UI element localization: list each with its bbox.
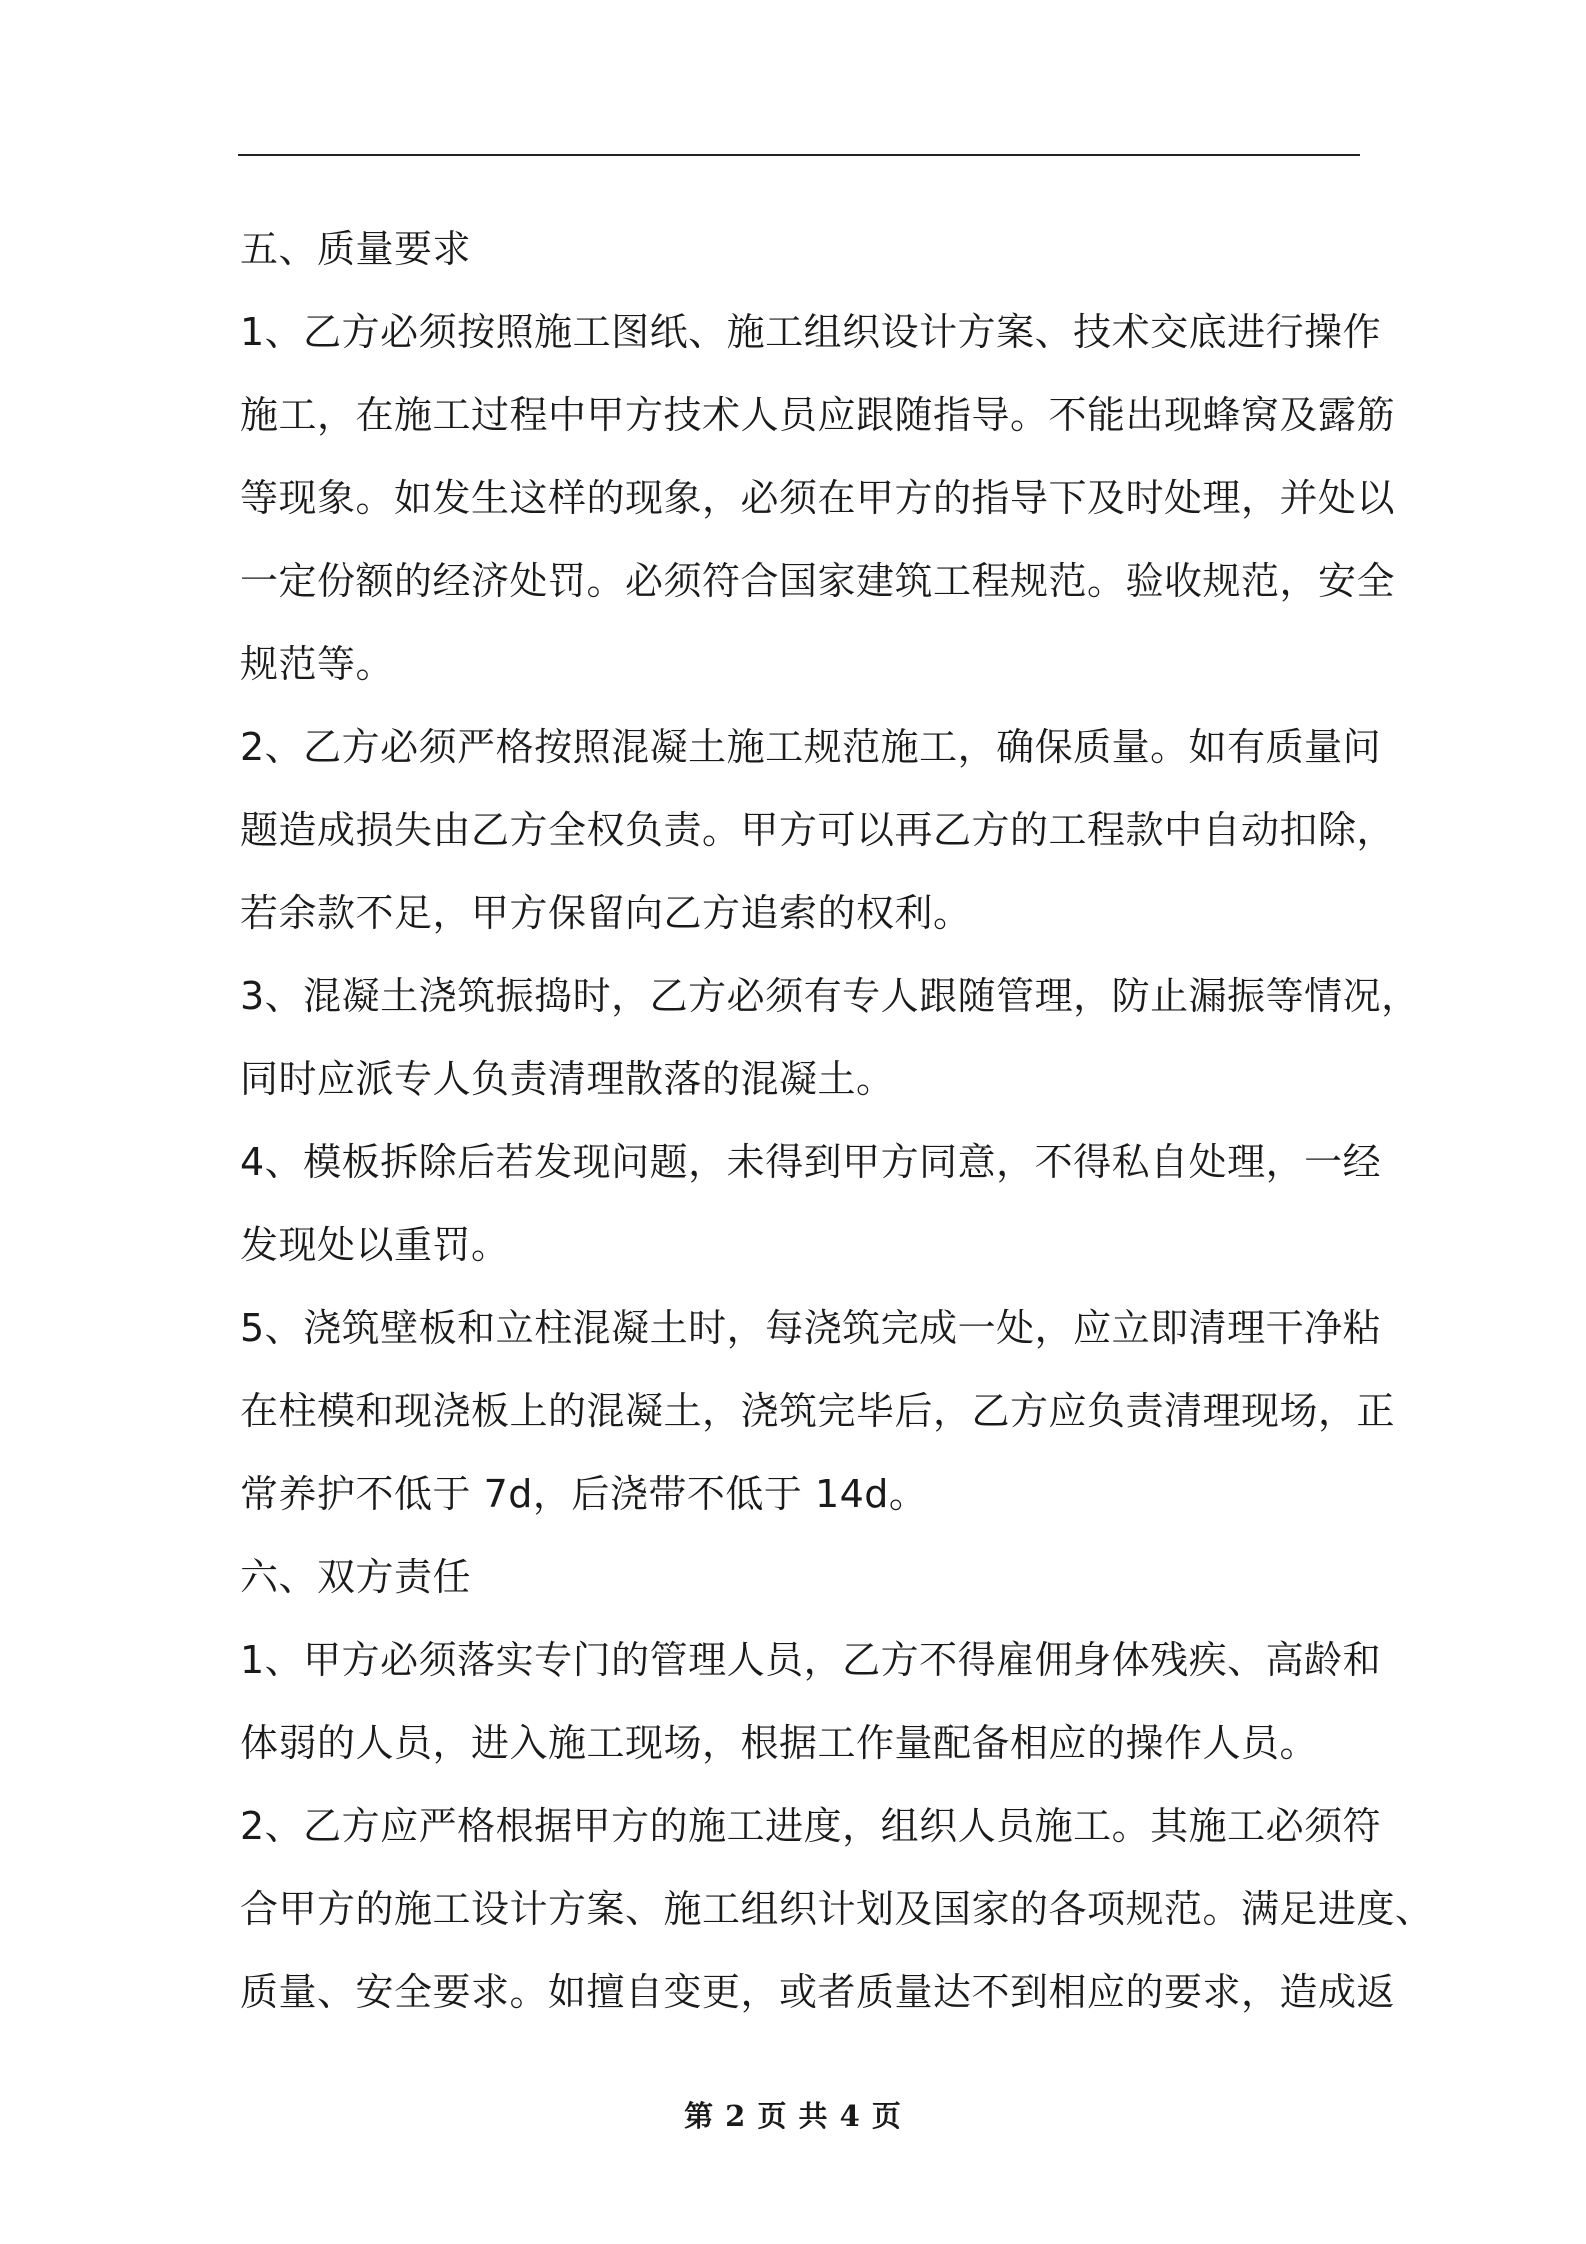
- text-line: 同时应派专人负责清理散落的混凝土。: [240, 1057, 895, 1101]
- text-line: 合甲方的施工设计方案、施工组织计划及国家的各项规范。满足进度、: [240, 1887, 1434, 1931]
- text-line: 5、浇筑壁板和立柱混凝土时，每浇筑完成一处，应立即清理干净粘: [240, 1306, 1382, 1350]
- text-line: 1、甲方必须落实专门的管理人员，乙方不得雇佣身体残疾、高龄和: [240, 1638, 1382, 1682]
- text-line: 若余款不足，甲方保留向乙方追索的权利。: [240, 891, 972, 935]
- text-line: 常养护不低于 7d，后浇带不低于 14d。: [240, 1472, 928, 1516]
- text-line: 施工，在施工过程中甲方技术人员应跟随指导。不能出现蜂窝及露筋: [240, 393, 1396, 437]
- text-line: 在柱模和现浇板上的混凝土，浇筑完毕后，乙方应负责清理现场，正: [240, 1389, 1396, 1433]
- text-line: 2、乙方应严格根据甲方的施工进度，组织人员施工。其施工必须符: [240, 1804, 1382, 1848]
- text-line: 体弱的人员，进入施工现场，根据工作量配备相应的操作人员。: [240, 1721, 1319, 1765]
- text-line: 发现处以重罚。: [240, 1223, 510, 1267]
- section-heading-responsibilities: 六、双方责任: [240, 1555, 472, 1599]
- header-rule: [238, 154, 1360, 156]
- text-line: 等现象。如发生这样的现象，必须在甲方的指导下及时处理，并处以: [240, 476, 1396, 520]
- text-line: 4、模板拆除后若发现问题，未得到甲方同意，不得私自处理，一经: [240, 1140, 1382, 1184]
- text-line: 3、混凝土浇筑振捣时，乙方必须有专人跟随管理，防止漏振等情况，: [240, 974, 1420, 1018]
- text-line: 2、乙方必须严格按照混凝土施工规范施工，确保质量。如有质量问: [240, 725, 1382, 769]
- text-line: 质量、安全要求。如擅自变更，或者质量达不到相应的要求，造成返: [240, 1970, 1396, 2014]
- text-line: 规范等。: [240, 642, 395, 686]
- page-number: 第 2 页 共 4 页: [684, 2099, 902, 2133]
- text-line: 一定份额的经济处罚。必须符合国家建筑工程规范。验收规范，安全: [240, 559, 1396, 603]
- document-body: [240, 208, 1434, 2034]
- text-line: 1、乙方必须按照施工图纸、施工组织设计方案、技术交底进行操作: [240, 310, 1382, 354]
- section-heading-quality: 五、质量要求: [240, 227, 472, 271]
- text-line: 题造成损失由乙方全权负责。甲方可以再乙方的工程款中自动扣除，: [240, 808, 1396, 852]
